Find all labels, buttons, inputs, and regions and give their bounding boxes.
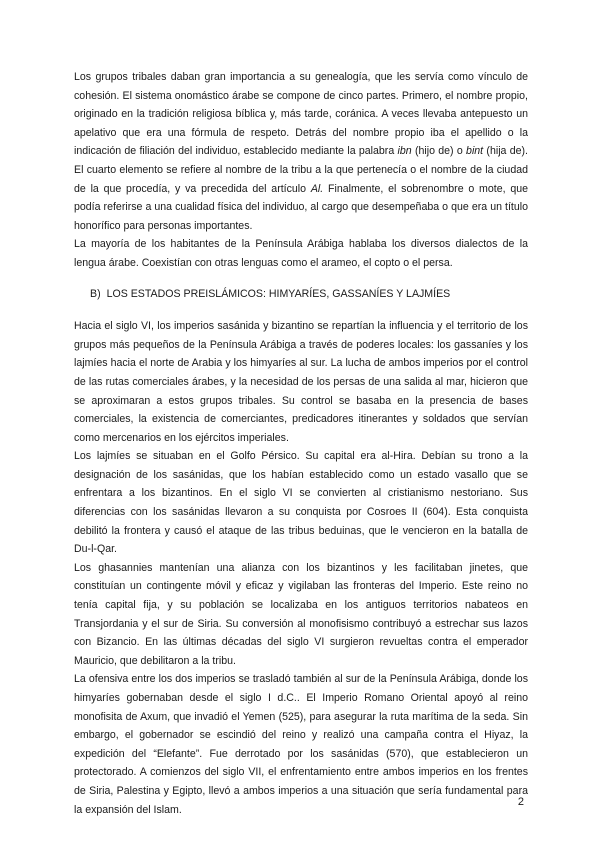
paragraph-genealogy bbox=[74, 68, 528, 235]
paragraph-genealogy-text-1: Los grupos tribales daban gran importancia a su genealogía, que les servía como vínculo de cohesión. El sistema onomástico árabe se compone de cinco partes. Primero, el nombre propio, originado en la tradición religiosa bíblica y, más tarde, coránica. A veces llevaba antepuesto un apelativo que era una fórmula de respeto. Detrás del nombre propio iba el apellido o la indicación de filiación del individuo, establecido mediante la palabra bbox=[74, 71, 528, 158]
paragraph-languages: La mayoría de los habitantes de la Península Arábiga hablaba los diversos dialectos de la lengua árabe. Coexistían con otras lenguas como el arameo, el copto o el persa. bbox=[74, 238, 528, 269]
term-al: Al. bbox=[310, 182, 324, 195]
paragraph-genealogy-text-3: (hija de). El cuarto elemento se refiere al nombre de la tribu a la que pertenecía o el nombre de la ciudad de la que procedía, y va precedida del artículo bbox=[74, 145, 528, 195]
page-number: 2 bbox=[517, 796, 524, 808]
term-bint: bint bbox=[466, 145, 484, 158]
section-heading bbox=[74, 285, 528, 304]
paragraph-lajmies: Los lajmíes se situaban en el Golfo Pérsico. Su capital era al-Hira. Debían su trono a la designación de los sasánidas, que los habían establecido como un estado vasallo que se enfrentara a los bizantinos. En el siglo VI se convierten al cristianismo nestoriano. Sus diferencias con los sasánidas llevaron a su conquista por Cosroes II (604). Esta conquista debilitó la frontera y causó el ataque de las tribus beduinas, que le vencieron en la batalla de Du-l-Qar. bbox=[74, 450, 528, 556]
section-letter: B) bbox=[90, 287, 101, 300]
term-ibn: ibn bbox=[397, 145, 412, 158]
page-content bbox=[74, 68, 528, 819]
paragraph-genealogy-text-4: Finalmente, el sobrenombre o mote, que podía referirse a una cualidad física del individuo, al cargo que desempeñaba o que era un título honorífico para personas importantes. bbox=[74, 182, 529, 232]
paragraph-empires: Hacia el siglo VI, los imperios sasánida y bizantino se repartían la influencia y el territorio de los grupos más pequeños de la Península Arábiga a través de poderes locales: los gassaníes y los lajmíes hacia el norte de Arabia y los himyaríes al sur. La lucha de ambos imperios por el control de las rutas comerciales árabes, y la necesidad de los persas de una salida al mar, hicieron que se aproximaran a estos grupos tribales. Su control se basaba en la presencia de bases comerciales, la existencia de comerciantes, predicadores itinerantes y soldados que servían como mercenarios en los ejércitos imperiales. bbox=[74, 320, 528, 444]
paragraph-genealogy-text-2: (hijo de) o bbox=[411, 145, 467, 158]
section-title: LOS ESTADOS PREISLÁMICOS: HIMYARÍES, GASSANÍES Y LAJMÍES bbox=[106, 287, 451, 300]
paragraph-himyaries: La ofensiva entre los dos imperios se trasladó también al sur de la Península Arábiga, donde los himyaríes gobernaban desde el siglo I d.C.. El Imperio Romano Oriental apoyó al reino monofisita de Axum, que invadió el Yemen (525), para asegurar la ruta marítima de la seda. Sin embargo, el gobernador se escindió del reino y realizó una campaña contra el Hiyaz, la expedición del “Elefante”. Fue derrotado por los sasánidas (570), que establecieron un protectorado. A comienzos del siglo VII, el enfrentamiento entre ambos imperios en los frentes de Siria, Palestina y Egipto, llevó a ambos imperios a una situación que sería fundamental para la expansión del Islam. bbox=[74, 673, 528, 816]
paragraph-ghasannies: Los ghasannies mantenían una alianza con los bizantinos y les facilitaban jinetes, que constituían un contingente móvil y eficaz y vigilaban las fronteras del Imperio. Este reino no tenía capital fija, y su población se localizaba en los antiguos territorios nabateos en Transjordania y el sur de Siria. Su conversión al monofisismo contribuyó a estrechar sus lazos con Bizancio. En las últimas décadas del siglo VI surgieron revueltas contra el emperador Mauricio, que debilitaron a la tribu. bbox=[74, 561, 528, 667]
